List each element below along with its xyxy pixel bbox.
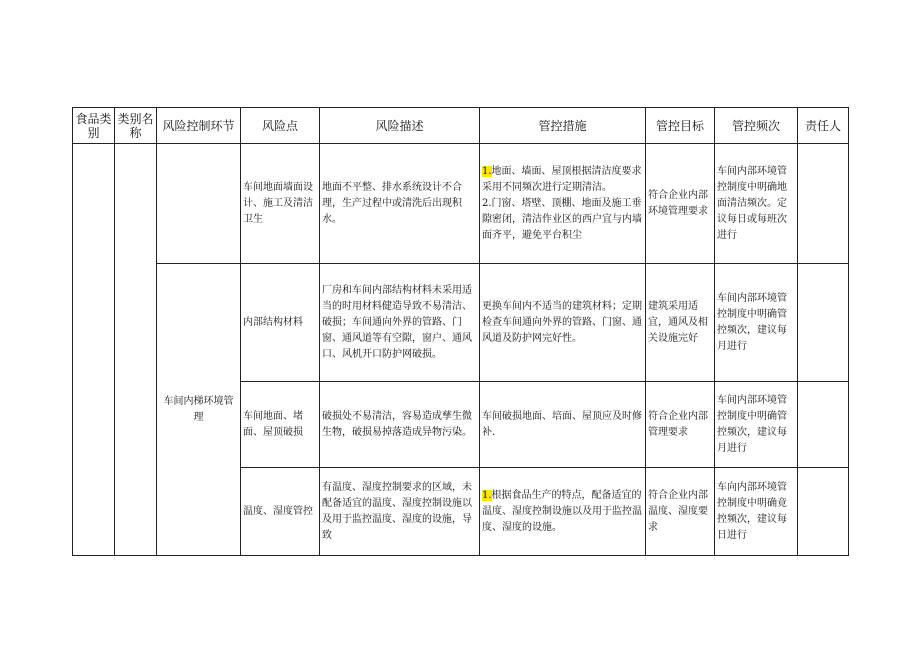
target-text: 建筑采用适宜，通风及相关设施完好: [648, 300, 708, 344]
point-cell: [241, 264, 320, 382]
table-row: [73, 144, 849, 264]
measure-text: 门窗、塔壁、顶棚、地面及施工垂隙密闭，清洁作业区的西户宜与内墙面齐平，避免平台积尘: [482, 197, 642, 241]
stage-cell-top: [157, 144, 241, 264]
header-measures: 管控措施: [480, 108, 646, 144]
point-cell: [241, 382, 320, 468]
measure-item: [482, 299, 643, 347]
point-text: 内部结构材料: [243, 316, 303, 328]
frequency-cell: [715, 264, 798, 382]
target-text: 符合企业内部温度、湿度要求: [648, 489, 708, 533]
point-text: 车间地面、堵面、屋顶破损: [243, 410, 303, 438]
description-text: 有温度、湿度控制要求的区域，未配备适宜的温度、湿度控制设施以及用于监控温度、湿度的设施，导致: [322, 481, 472, 541]
measures-cell: [480, 382, 646, 468]
measure-item: [482, 196, 643, 244]
measures-cell: [480, 144, 646, 264]
header-row: [73, 108, 849, 144]
header-description: 风险描述: [320, 108, 480, 144]
table-row: [73, 264, 849, 382]
frequency-cell: [715, 382, 798, 468]
measures-cell: [480, 468, 646, 556]
measures-cell: [480, 264, 646, 382]
header-responsible: 责任人: [798, 108, 849, 144]
responsible-cell: [798, 382, 849, 468]
header-stage: 风险控制环节: [157, 108, 241, 144]
point-cell: [241, 144, 320, 264]
description-text: 厂房和车间内部结构材料未采用适当的时用材料健造导致不易清洁、破损；车间通向外界的管路、门窗、通风道等有空隙，窗户、通风口、风机开口防护网破损。: [322, 284, 472, 360]
header-name: 类别名称: [115, 108, 157, 144]
measure-text: 地面、墙面、屋顶根据清洁度要求采用不同频次进行定期清洁。: [482, 165, 642, 193]
target-text: 符合企业内部环境管理要求: [648, 189, 708, 217]
target-cell: [646, 382, 715, 468]
name-cell: [115, 144, 157, 556]
measure-item: [482, 488, 643, 536]
frequency-text: 车间内部环境管控制度中明确管控频次，建议每月进行: [717, 292, 787, 352]
frequency-cell: [715, 144, 798, 264]
description-text: 地面不平整、排水系统设计不合理，生产过程中或清洗后出现积水。: [322, 181, 462, 225]
frequency-text: 车间内部环境管控制度中明确管控频次，建议每月进行: [717, 394, 787, 454]
point-text: 温度、湿度管控: [243, 505, 313, 517]
measure-text: 根据食品生产的特点，配备适宜的温度、湿度控制设施以及用于监控温度、湿度的设施。: [482, 489, 642, 533]
risk-control-table: [72, 107, 849, 556]
measure-number: 1.: [482, 165, 492, 177]
frequency-text: 车向内部环境管控制度中明确竟控频次，建议每日进行: [717, 481, 787, 541]
measure-text: 车间破损地面、培面、屋顶应及时修补.: [482, 410, 642, 438]
target-cell: [646, 144, 715, 264]
header-category: 食品类别: [73, 108, 115, 144]
frequency-text: 车间内部环境管控制度中明确地面清洁频次。定议每日或每班次进行: [717, 165, 787, 241]
header-target: 管控目标: [646, 108, 715, 144]
stage-cell: [157, 264, 241, 556]
measure-number: 1.: [482, 489, 492, 501]
description-cell: [320, 144, 480, 264]
measure-text: 更换车间内不适当的建筑材料；定期检查车间通向外界的管路、门窗、通风道及防护网完好性。: [482, 300, 642, 344]
stage-text: 车间内梯环境管理: [163, 395, 234, 423]
measure-item: [482, 409, 643, 441]
description-cell: [320, 382, 480, 468]
responsible-cell: [798, 144, 849, 264]
measure-item: [482, 164, 643, 196]
header-frequency: 管控频次: [715, 108, 798, 144]
responsible-cell: [798, 264, 849, 382]
description-cell: [320, 264, 480, 382]
measure-number: 2.: [482, 197, 492, 209]
description-cell: [320, 468, 480, 556]
responsible-cell: [798, 468, 849, 556]
frequency-cell: [715, 468, 798, 556]
target-cell: [646, 264, 715, 382]
target-cell: [646, 468, 715, 556]
target-text: 符合企业内部管理要求: [648, 410, 708, 438]
point-cell: [241, 468, 320, 556]
point-text: 车间地面墙面设计、施工及清洁卫生: [243, 181, 313, 225]
header-point: 风险点: [241, 108, 320, 144]
description-text: 破损处不易清洁，容易造成孳生微生物，破损易掉落造成异物污染。: [322, 410, 472, 438]
category-cell: [73, 144, 115, 556]
